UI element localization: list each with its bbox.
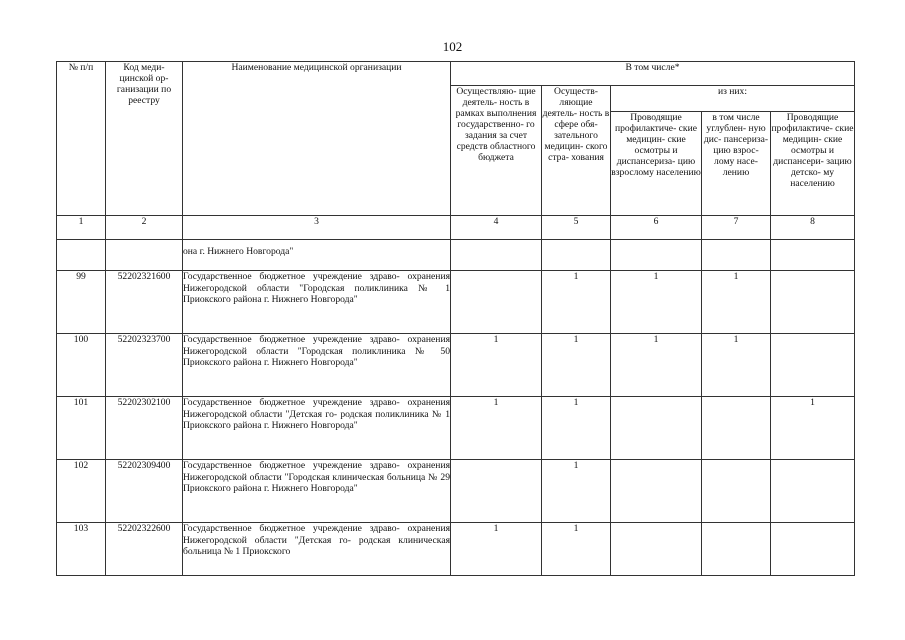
row-col-6 [611, 523, 702, 576]
column-number-row [57, 216, 855, 240]
row-code: 52202309400 [106, 460, 183, 523]
row-col-4 [451, 271, 542, 334]
row-index: 100 [57, 334, 106, 397]
empty-cell [611, 240, 702, 271]
row-col-7: 1 [702, 334, 771, 397]
row-index: 101 [57, 397, 106, 460]
table-row [57, 334, 855, 397]
row-col-8 [771, 334, 855, 397]
empty-cell [542, 240, 611, 271]
row-col-6 [611, 460, 702, 523]
continuation-row [57, 240, 855, 271]
row-col-5: 1 [542, 397, 611, 460]
row-col-4: 1 [451, 334, 542, 397]
header-col-5: Осуществ- ляющие деятель- ность в сфере обя- зательного медицин- ского стра- хования [542, 86, 611, 216]
row-name: Государственное бюджетное учреждение здраво- охранения Нижегородской области "Детская го- родская поликлиника № 1 Приокского района г. Нижнего Новгорода" [183, 397, 451, 460]
row-name: Государственное бюджетное учреждение здраво- охранения Нижегородской области "Городская клиническая больница № 29 Приокского района г. Нижнего Новгорода" [183, 460, 451, 523]
row-col-6: 1 [611, 334, 702, 397]
column-number: 7 [702, 216, 771, 240]
empty-cell [106, 240, 183, 271]
table-row [57, 397, 855, 460]
row-col-5: 1 [542, 523, 611, 576]
table-row [57, 271, 855, 334]
header-col-of-them: из них: [611, 86, 855, 112]
row-col-4: 1 [451, 397, 542, 460]
page-number: 102 [442, 39, 463, 54]
row-name: Государственное бюджетное учреждение здраво- охранения Нижегородской области "Городская поликлиника № 50 Приокского района г. Нижнего Новгорода" [183, 334, 451, 397]
row-col-7 [702, 397, 771, 460]
row-col-4 [451, 460, 542, 523]
row-col-8 [771, 460, 855, 523]
row-index: 102 [57, 460, 106, 523]
row-col-7: 1 [702, 271, 771, 334]
row-index: 103 [57, 523, 106, 576]
column-number: 2 [106, 216, 183, 240]
medical-organizations-table [56, 61, 855, 576]
column-number: 4 [451, 216, 542, 240]
row-col-6: 1 [611, 271, 702, 334]
continuation-text: она г. Нижнего Новгорода" [183, 240, 451, 271]
header-col-including: В том числе* [451, 62, 855, 86]
header-col-4: Осуществляю- щие деятель- ность в рамках выполнения государственно- го задания за счет средств областного бюджета [451, 86, 542, 216]
header-col-name: Наименование медицинской организации [183, 62, 451, 216]
header-col-7: в том числе углублен- ную дис- пансериза- цию взрос- лому насе- лению [702, 112, 771, 216]
row-name: Государственное бюджетное учреждение здраво- охранения Нижегородской области "Детская го- родская клиническая больница № 1 Приокского [183, 523, 451, 576]
row-col-6 [611, 397, 702, 460]
empty-cell [451, 240, 542, 271]
row-col-5: 1 [542, 271, 611, 334]
table-row [57, 523, 855, 576]
empty-cell [57, 240, 106, 271]
row-col-7 [702, 523, 771, 576]
row-code: 52202321600 [106, 271, 183, 334]
row-col-8 [771, 523, 855, 576]
row-col-8: 1 [771, 397, 855, 460]
empty-cell [771, 240, 855, 271]
row-code: 52202302100 [106, 397, 183, 460]
column-number: 6 [611, 216, 702, 240]
row-col-5: 1 [542, 334, 611, 397]
header-col-6: Проводящие профилактиче- ские медицин- ские осмотры и диспансериза- цию взрослому населению [611, 112, 702, 216]
table-row [57, 460, 855, 523]
row-col-4: 1 [451, 523, 542, 576]
row-index: 99 [57, 271, 106, 334]
row-code: 52202323700 [106, 334, 183, 397]
header-col-code: Код меди- цинской ор- ганизации по реестру [106, 62, 183, 216]
column-number: 8 [771, 216, 855, 240]
column-number: 5 [542, 216, 611, 240]
row-col-8 [771, 271, 855, 334]
column-number: 3 [183, 216, 451, 240]
row-code: 52202322600 [106, 523, 183, 576]
row-col-5: 1 [542, 460, 611, 523]
header-col-num: № п/п [57, 62, 106, 216]
column-number: 1 [57, 216, 106, 240]
empty-cell [702, 240, 771, 271]
row-name: Государственное бюджетное учреждение здраво- охранения Нижегородской области "Городская поликлиника № 1 Приокского района г. Нижнего Новгорода" [183, 271, 451, 334]
row-col-7 [702, 460, 771, 523]
header-col-8: Проводящие профилактиче- ские медицин- ские осмотры и диспансери- зацию детско- му населению [771, 112, 855, 216]
header-row-1 [57, 62, 855, 86]
